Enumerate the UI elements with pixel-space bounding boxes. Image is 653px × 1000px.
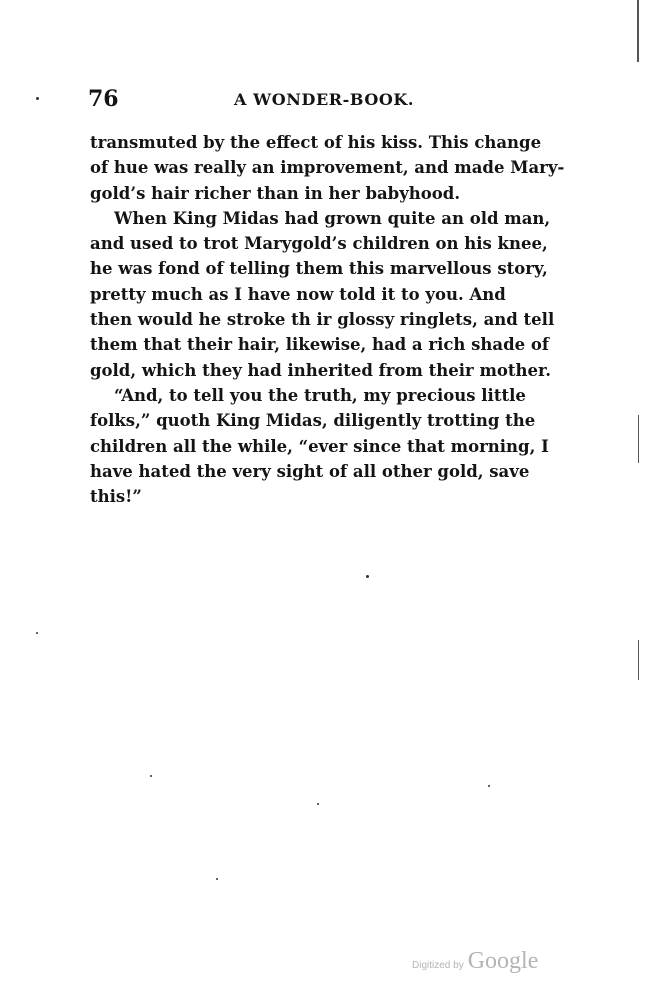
text-line: have hated the very sight of all other gold, save (90, 461, 530, 481)
text-line: When King Midas had grown quite an old man, (114, 208, 551, 228)
text-line: gold, which they had inherited from their mother. (90, 360, 551, 380)
page-edge-line (637, 0, 639, 62)
body-text (90, 130, 565, 509)
scan-speck (36, 97, 39, 100)
text-line: of hue was really an improvement, and made Mary- (90, 158, 565, 178)
text-line: “And, to tell you the truth, my precious little (114, 385, 526, 405)
digitized-by-google-watermark (412, 948, 538, 975)
text-line: children all the while, “ever since that morning, I (90, 436, 549, 456)
text-line: then would he stroke th ir glossy ringlets, and tell (90, 310, 555, 330)
paragraph-2 (90, 206, 558, 383)
scan-speck (366, 575, 369, 578)
text-line: gold’s hair richer than in her babyhood. (90, 183, 461, 203)
scan-speck (36, 632, 38, 634)
text-line: he was fond of telling them this marvellous story, (90, 259, 548, 279)
running-head: A WONDER-BOOK. (234, 90, 415, 109)
paragraph-1 (90, 130, 565, 206)
scan-speck (317, 803, 319, 805)
page-edge-line (638, 640, 639, 680)
text-line: and used to trot Marygold’s children on his knee, (90, 234, 548, 254)
text-line: them that their hair, likewise, had a rich shade of (90, 335, 549, 355)
google-logo-text: Google (467, 948, 539, 974)
digitized-label: Digitized by (412, 960, 464, 971)
scan-speck (488, 785, 490, 787)
scan-speck (150, 775, 152, 777)
page-header (88, 86, 558, 112)
text-line: this!” (90, 487, 142, 507)
page-number: 76 (88, 86, 119, 112)
paragraph-3 (90, 383, 558, 509)
text-line: pretty much as I have now told it to you. And (90, 284, 506, 304)
scan-speck (216, 878, 218, 880)
text-line: transmuted by the effect of his kiss. This change (90, 133, 542, 152)
page-edge-line (638, 415, 639, 463)
text-line: folks,” quoth King Midas, diligently trotting the (90, 411, 536, 431)
